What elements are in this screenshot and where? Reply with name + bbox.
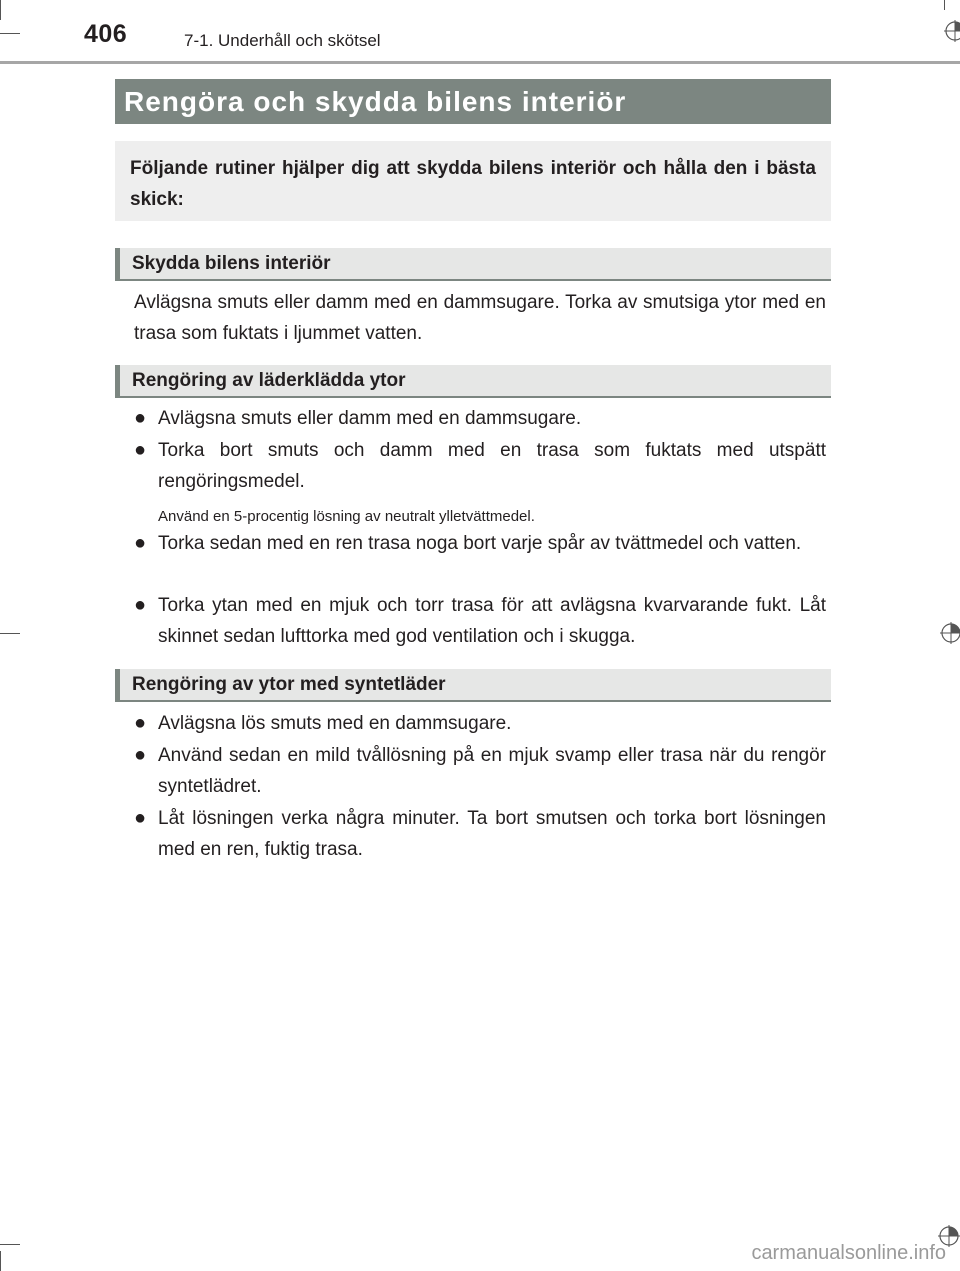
bullet-icon: ●	[134, 532, 147, 554]
list-item	[134, 708, 826, 739]
registration-mark-icon	[944, 20, 960, 42]
crop-mark	[0, 33, 20, 34]
list-item	[134, 403, 826, 434]
list-item	[134, 740, 826, 802]
list-item	[134, 435, 826, 497]
watermark: carmanualsonline.info	[751, 1242, 946, 1264]
chapter-title: 7-1. Underhåll och skötsel	[184, 31, 381, 50]
intro-box	[115, 141, 831, 221]
section-heading-synthetic: Rengöring av ytor med syntetläder	[115, 669, 831, 702]
list-item	[134, 803, 826, 865]
crop-mark	[0, 0, 1, 20]
bullet-icon: ●	[134, 439, 147, 461]
bullet-icon: ●	[134, 407, 147, 429]
list-item-text: Torka ytan med en mjuk och torr trasa för att avlägsna kvarvarande fukt. Låt skinnet sedan lufttorka med god ventilation och i skugga.	[158, 595, 826, 647]
list-item-text: Låt lösningen verka några minuter. Ta bort smutsen och torka bort lösningen med en ren, fuktig trasa.	[158, 808, 826, 860]
crop-mark	[944, 0, 945, 10]
crop-mark	[0, 633, 20, 634]
registration-mark-icon	[940, 622, 960, 644]
leather-note: Använd en 5-procentig lösning av neutralt ylletvättmedel.	[158, 508, 535, 525]
section-heading-protect: Skydda bilens interiör	[115, 248, 831, 281]
page-number: 406	[84, 20, 128, 48]
intro-text: Följande rutiner hjälper dig att skydda bilens interiör och hålla den i bästa skick:	[130, 158, 816, 210]
page-title: Rengöra och skydda bilens interiör	[115, 79, 831, 124]
bullet-icon: ●	[134, 807, 147, 829]
list-item	[134, 528, 826, 559]
list-item-text: Använd sedan en mild tvållösning på en mjuk svamp eller trasa när du rengör syntetlädret.	[158, 745, 826, 797]
list-item-text: Torka bort smuts och damm med en trasa som fuktats med utspätt rengöringsmedel.	[158, 440, 826, 492]
crop-mark	[0, 1244, 20, 1245]
list-item-text: Torka sedan med en ren trasa noga bort varje spår av tvättmedel och vatten.	[158, 533, 802, 554]
bullet-icon: ●	[134, 594, 147, 616]
section-heading-leather: Rengöring av läderklädda ytor	[115, 365, 831, 398]
header-rule	[0, 61, 960, 64]
list-item-text: Avlägsna smuts eller damm med en dammsugare.	[158, 408, 582, 429]
list-item-text: Avlägsna lös smuts med en dammsugare.	[158, 713, 512, 734]
crop-mark	[0, 1251, 1, 1271]
section-protect-paragraph: Avlägsna smuts eller damm med en dammsugare. Torka av smutsiga ytor med en trasa som fuktats i ljummet vatten.	[134, 292, 826, 344]
list-item	[134, 590, 826, 652]
bullet-icon: ●	[134, 712, 147, 734]
bullet-icon: ●	[134, 744, 147, 766]
